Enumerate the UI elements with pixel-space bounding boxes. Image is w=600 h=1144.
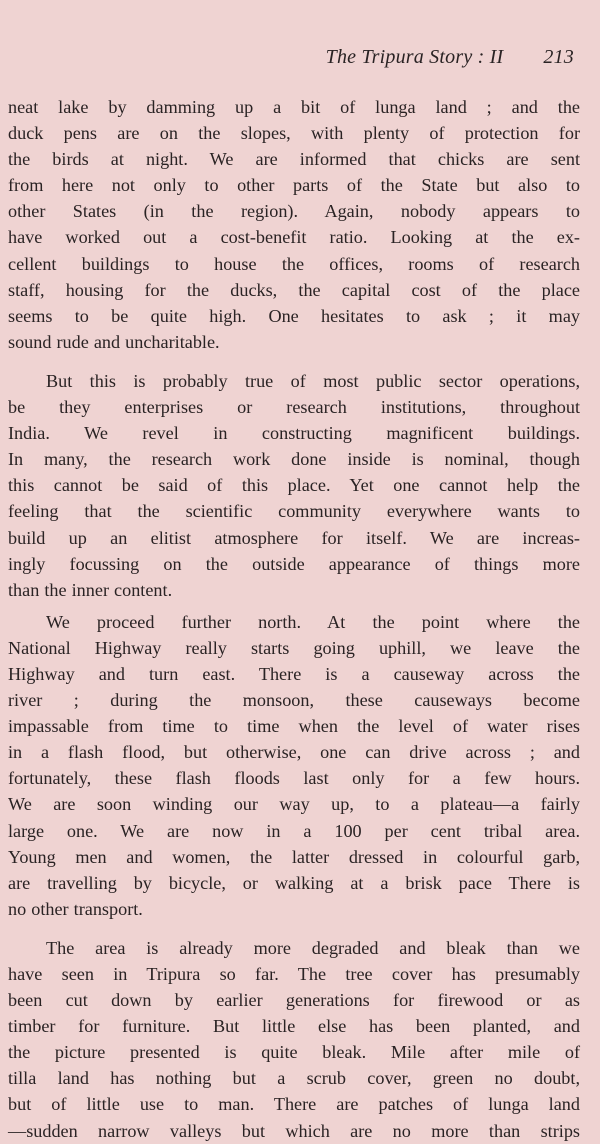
text-line: the picture presented is quite bleak. Mile after mile of (8, 1042, 580, 1063)
text-line: river ; during the monsoon, these causeways become (8, 690, 580, 711)
text-line: are travelling by bicycle, or walking at a brisk pace There is (8, 872, 580, 893)
text-line: In many, the research work done inside is nominal, though (8, 449, 580, 470)
text-line: We proceed further north. At the point where the (46, 611, 580, 632)
text-line: but of little use to man. There are patches of lunga land (8, 1094, 580, 1115)
body-text (8, 94, 580, 1144)
text-line: no other transport. (8, 898, 143, 919)
page-number: 213 (543, 46, 574, 68)
text-line: India. We revel in constructing magnificent buildings. (8, 423, 580, 444)
text-line: other States (in the region). Again, nobody appears to (8, 201, 580, 222)
text-line: be they enterprises or research institutions, throughout (8, 397, 580, 418)
paragraph (8, 94, 580, 355)
text-line: sound rude and uncharitable. (8, 331, 220, 352)
text-line: Young men and women, the latter dressed in colourful garb, (8, 846, 580, 867)
paragraph (8, 368, 580, 603)
text-line: National Highway really starts going uphill, we leave the (8, 637, 580, 658)
text-line: tilla land has nothing but a scrub cover, green no doubt, (8, 1068, 580, 1089)
text-line: feeling that the scientific community everywhere wants to (8, 501, 580, 522)
text-line: duck pens are on the slopes, with plenty of protection for (8, 123, 580, 144)
text-line: Highway and turn east. There is a causeway across the (8, 663, 580, 684)
text-line: fortunately, these flash floods last only for a few hours. (8, 768, 580, 789)
text-line: ingly focussing on the outside appearance of things more (8, 553, 580, 574)
text-line: impassable from time to time when the level of water rises (8, 716, 580, 737)
text-line: seems to be quite high. One hesitates to ask ; it may (8, 305, 580, 326)
paragraph-gap (8, 355, 580, 368)
text-line: —sudden narrow valleys but which are no more than strips (8, 1120, 580, 1141)
text-line: neat lake by damming up a bit of lunga land ; and the (8, 97, 580, 117)
text-line: staff, housing for the ducks, the capital cost of the place (8, 279, 580, 300)
text-line: in a flash flood, but otherwise, one can drive across ; and (8, 742, 580, 763)
text-line: We are soon winding our way up, to a plateau—a fairly (8, 794, 580, 815)
paragraph (8, 609, 580, 922)
paragraph-gap (8, 922, 580, 935)
paragraph (8, 935, 580, 1144)
running-head (326, 46, 574, 69)
text-line: been cut down by earlier generations for firewood or as (8, 990, 580, 1011)
text-line: have seen in Tripura so far. The tree cover has presumably (8, 964, 580, 984)
text-line: cellent buildings to house the offices, rooms of research (8, 253, 580, 274)
text-line: The area is already more degraded and bleak than we (46, 937, 580, 958)
text-line: large one. We are now in a 100 per cent tribal area. (8, 820, 580, 841)
text-line: build up an elitist atmosphere for itself. We are increas- (8, 527, 580, 548)
running-head-title: The Tripura Story : II (325, 46, 504, 68)
text-line: the birds at night. We are informed that chicks are sent (8, 149, 580, 170)
text-line: But this is probably true of most public sector operations, (46, 370, 580, 391)
text-line: timber for furniture. But little else has been planted, and (8, 1016, 580, 1037)
text-line: have worked out a cost-benefit ratio. Looking at the ex- (8, 227, 580, 248)
text-line: than the inner content. (8, 579, 173, 600)
text-line: from here not only to other parts of the State but also to (8, 175, 580, 196)
text-line: this cannot be said of this place. Yet one cannot help the (8, 475, 580, 496)
